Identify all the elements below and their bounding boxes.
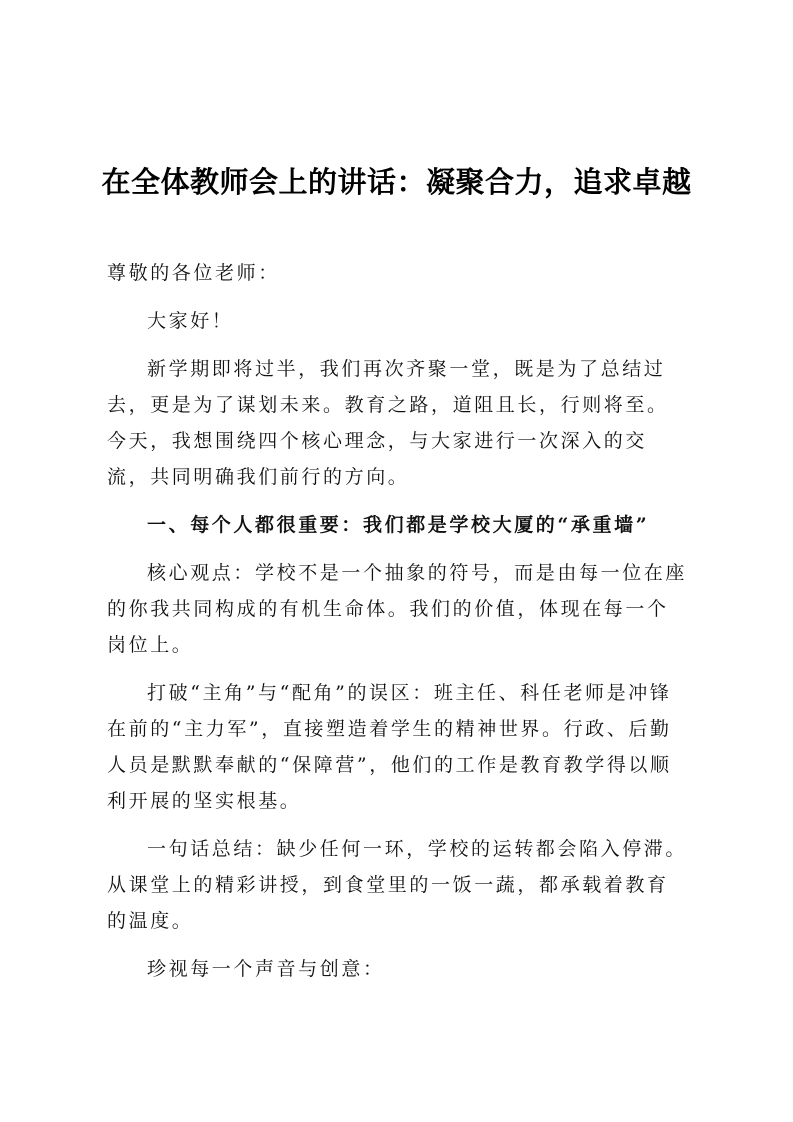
greeting: 大家好！	[147, 310, 234, 332]
document-body	[107, 255, 689, 999]
salutation: 尊敬的各位老师：	[107, 262, 280, 284]
document-title: 在全体教师会上的讲话：凝聚合力，追求卓越	[101, 165, 692, 199]
section-1-heading: 一、每个人都很重要：我们都是学校大厦的“承重墙”	[147, 514, 650, 536]
section-1-core-paragraph: 核心观点：学校不是一个抽象的符号，而是由每一位在座的你我共同构成的有机生命体。我们的价值，体现在每一个岗位上。	[107, 562, 688, 656]
intro-paragraph: 新学期即将过半，我们再次齐聚一堂，既是为了总结过去，更是为了谋划未来。教育之路，道阻且长，行则将至。今天，我想围绕四个核心理念，与大家进行一次深入的交流，共同明确我们前行的方向。	[107, 358, 669, 488]
section-1-value-paragraph: 珍视每一个声音与创意：	[147, 958, 385, 980]
section-1-summary-paragraph: 一句话总结：缺少任何一环，学校的运转都会陷入停滞。从课堂上的精彩讲授，到食堂里的一饭一蔬，都承载着教育的温度。	[107, 838, 688, 932]
section-1-break-paragraph: 打破“主角”与“配角”的误区：班主任、科任老师是冲锋在前的“主力军”，直接塑造着学生的精神世界。行政、后勤人员是默默奉献的“保障营”，他们的工作是教育教学得以顺利开展的坚实根基。	[107, 682, 672, 812]
